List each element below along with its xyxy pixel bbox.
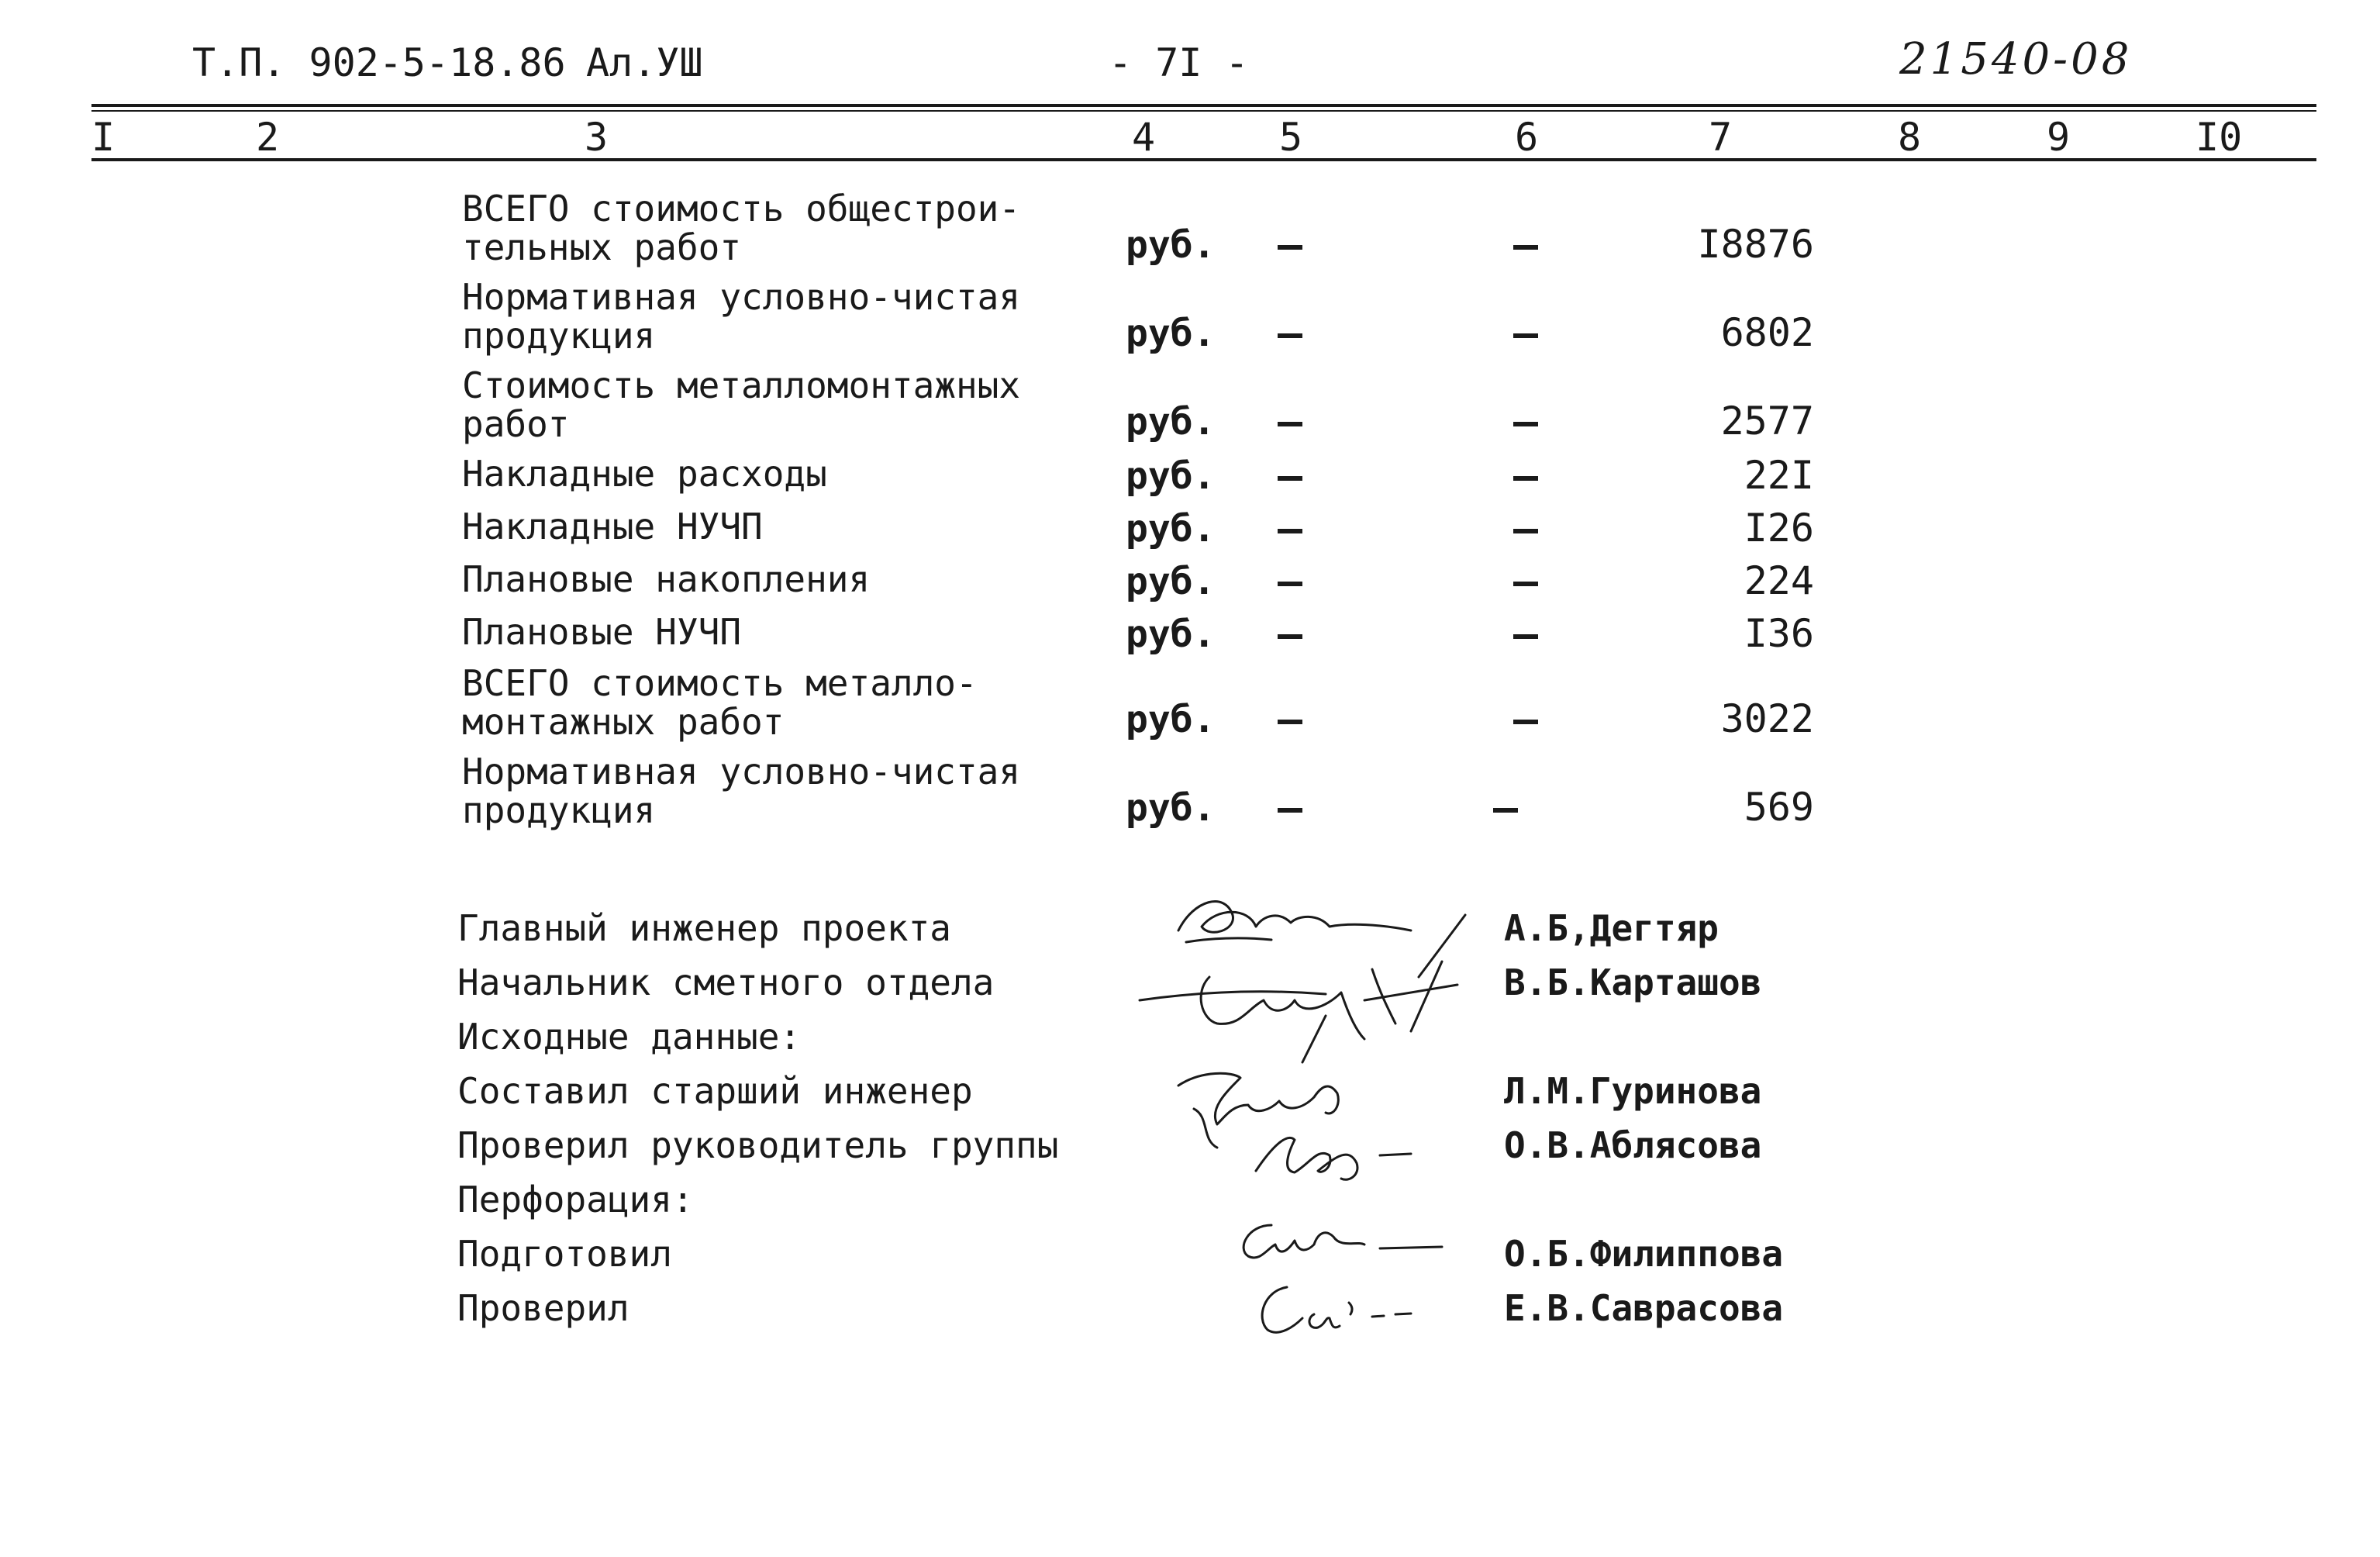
row-name: Нормативная условно-чистая продукция	[462, 276, 1021, 357]
row-name: ВСЕГО стоимость металло- монтажных работ	[462, 662, 978, 743]
column-number-7: 7	[1709, 115, 1733, 160]
row-value: I8876	[1697, 222, 1814, 267]
signature-name: Л.М.Гуринова	[1504, 1070, 1762, 1112]
album-label: Ал.УШ	[586, 40, 703, 85]
row-value: 22I	[1744, 453, 1814, 498]
row-value: 6802	[1720, 310, 1814, 355]
row-unit: руб.	[1126, 786, 1216, 830]
row-column-6-dash	[1513, 720, 1538, 724]
signature-role: Проверил руководитель группы	[457, 1124, 1059, 1166]
column-number-9: 9	[2047, 115, 2071, 160]
row-unit: руб.	[1126, 223, 1216, 267]
row-unit: руб.	[1126, 312, 1216, 355]
signature-4-image	[1240, 1117, 1442, 1186]
row-column-5-dash	[1278, 720, 1302, 724]
row-unit: руб.	[1126, 454, 1216, 498]
row-column-5-dash	[1278, 422, 1302, 426]
signature-2-image	[1132, 946, 1496, 1070]
row-column-5-dash	[1278, 582, 1302, 586]
page-number: - 7I -	[1109, 40, 1249, 85]
row-column-6-dash	[1513, 529, 1538, 533]
row-name: Нормативная условно-чистая продукция	[462, 751, 1021, 831]
row-column-6-dash	[1513, 634, 1538, 639]
row-value: 2577	[1720, 399, 1814, 444]
row-column-5-dash	[1278, 634, 1302, 639]
row-value: 224	[1744, 558, 1814, 603]
signature-6-image	[1248, 1272, 1434, 1349]
signature-role: Подготовил	[457, 1233, 672, 1275]
signature-role: Главный инженер проекта	[457, 907, 951, 949]
column-number-3: 3	[585, 115, 609, 160]
column-number-5: 5	[1279, 115, 1303, 160]
header-bottom-rule	[91, 158, 2316, 161]
row-column-6-dash	[1513, 422, 1538, 426]
row-value: I36	[1744, 611, 1814, 656]
row-column-5-dash	[1278, 476, 1302, 481]
signature-name: О.Б.Филиппова	[1504, 1233, 1784, 1275]
row-column-5-dash	[1278, 333, 1302, 338]
row-column-5-dash	[1278, 529, 1302, 533]
signature-name: Е.В.Саврасова	[1504, 1287, 1784, 1329]
row-name: ВСЕГО стоимость общестрои- тельных работ	[462, 188, 1021, 268]
header-top-rule	[91, 104, 2316, 107]
column-number-4: 4	[1132, 115, 1156, 160]
row-column-6-dash	[1493, 808, 1518, 813]
signature-role: Начальник сметного отдела	[457, 961, 995, 1003]
column-number-10: I0	[2195, 115, 2243, 160]
row-name: Накладные НУЧП	[462, 506, 763, 547]
signature-name: В.Б.Карташов	[1504, 961, 1762, 1003]
signature-role: Проверил	[457, 1287, 629, 1329]
header-top-rule-thin	[91, 110, 2316, 112]
row-column-5-dash	[1278, 245, 1302, 250]
row-value: 569	[1744, 785, 1814, 830]
row-unit: руб.	[1126, 698, 1216, 741]
section-label: Исходные данные:	[457, 1016, 802, 1058]
row-column-6-dash	[1513, 582, 1538, 586]
row-value: I26	[1744, 506, 1814, 551]
row-unit: руб.	[1126, 560, 1216, 603]
document-code: Т.П. 902-5-18.86	[192, 40, 566, 85]
inventory-number: 21540-08	[1899, 34, 2133, 85]
row-unit: руб.	[1126, 613, 1216, 656]
column-number-2: 2	[256, 115, 280, 160]
column-number-6: 6	[1515, 115, 1539, 160]
row-column-6-dash	[1513, 245, 1538, 250]
row-unit: руб.	[1126, 507, 1216, 551]
column-number-1: I	[91, 115, 116, 160]
signature-name: О.В.Аблясова	[1504, 1124, 1762, 1166]
row-value: 3022	[1720, 696, 1814, 741]
row-name: Накладные расходы	[462, 453, 827, 495]
section-label: Перфорация:	[457, 1179, 694, 1220]
row-name: Плановые накопления	[462, 558, 871, 600]
row-column-6-dash	[1513, 333, 1538, 338]
column-number-8: 8	[1898, 115, 1922, 160]
signature-5-image	[1225, 1210, 1457, 1279]
row-name: Стоимость металломонтажных работ	[462, 364, 1021, 445]
row-unit: руб.	[1126, 400, 1216, 444]
row-name: Плановые НУЧП	[462, 611, 742, 653]
row-column-6-dash	[1513, 476, 1538, 481]
signature-name: А.Б,Дегтяр	[1504, 907, 1719, 949]
signature-role: Составил старший инженер	[457, 1070, 973, 1112]
row-column-5-dash	[1278, 808, 1302, 813]
